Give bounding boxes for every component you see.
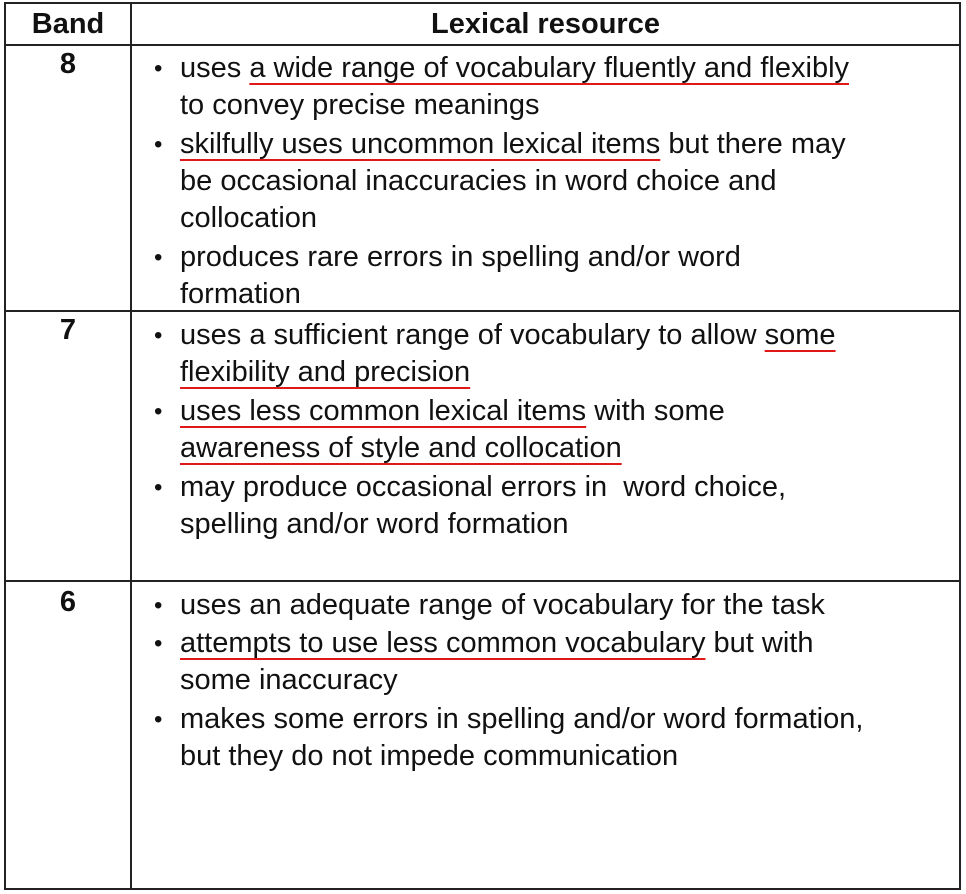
bullet-dot: • (154, 474, 163, 501)
bullet-dot: • (154, 592, 163, 619)
bullet-dot: • (154, 322, 163, 349)
header-band: Band (31, 8, 105, 40)
underlined-phrase: awareness of style and collocation (180, 432, 622, 464)
underlined-phrase: flexibility and precision (180, 356, 471, 388)
band-7-number: 7 (59, 314, 77, 346)
header-lexical-resource: Lexical resource (431, 8, 660, 40)
header-divider (6, 44, 959, 46)
band-8-number: 8 (59, 48, 77, 80)
underlined-phrase: skilfully uses uncommon lexical items (180, 128, 661, 160)
band-6-number: 6 (59, 586, 77, 618)
row-divider-7-6 (6, 580, 959, 582)
bullet-dot: • (154, 398, 163, 425)
underlined-phrase: a wide range of vocabulary fluently and flexibly (249, 52, 850, 84)
underlined-phrase: some (764, 319, 836, 351)
bullet-dot: • (154, 244, 163, 271)
bullet-dot: • (154, 55, 163, 82)
bullet-dot: • (154, 706, 163, 733)
column-divider (130, 4, 132, 888)
underlined-phrase: attempts to use less common vocabulary (180, 627, 706, 659)
bullet-dot: • (154, 630, 163, 657)
lexical-resource-table: Band Lexical resource 8 • uses a wide range of vocabulary fluently and flexibly to convey precise meanings • skilfully uses uncommon lexical items but there may be occasional inaccuracies in word choice and collocation • produces rare errors in spelling and/or word formation 7 • uses a sufficient range of vocabulary to allow some flexibility and precision • uses less common lexical items with some awareness of style and collocation • may produce occasional errors in word choice, spelling and/or word formation 6 • uses an adequate range of vocabulary for the task • attempts to use less common vocabulary but with some inaccuracy • makes some errors in spelling and/or word formation, but they do not impede communication (4, 2, 961, 890)
underlined-phrase: uses less common lexical items (180, 395, 587, 427)
bullet-dot: • (154, 131, 163, 158)
